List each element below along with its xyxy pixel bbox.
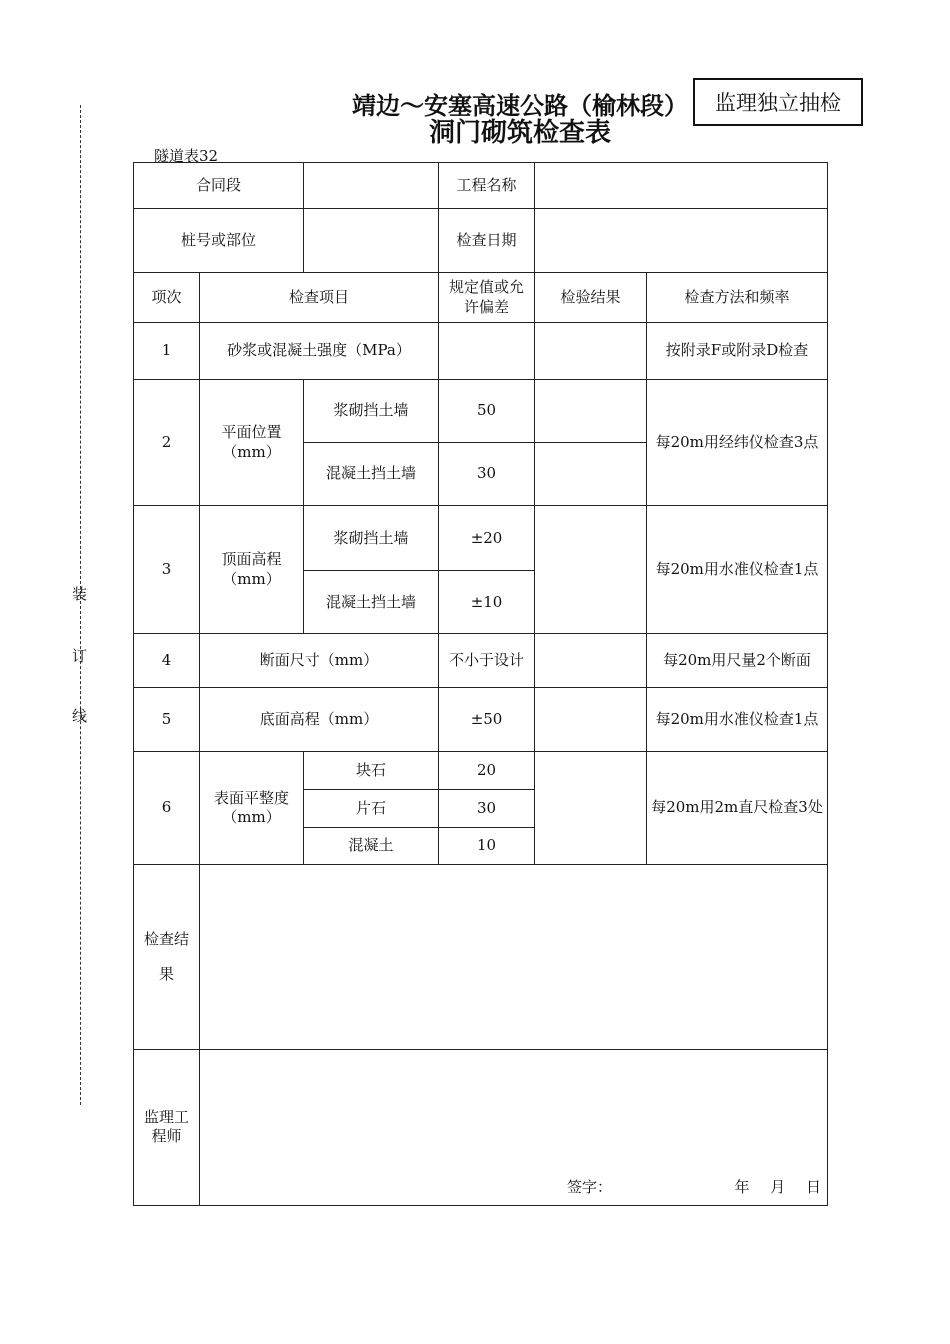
project-title: 靖边～安塞高速公路（榆林段） xyxy=(352,92,688,120)
row-method: 按附录F或附录D检查 xyxy=(647,323,828,380)
row-method: 每20m用水准仪检查1点 xyxy=(647,688,828,752)
col-spec: 规定值或允许偏差 xyxy=(439,273,535,323)
column-header-row xyxy=(134,273,828,323)
supervision-stamp: 监理独立抽检 xyxy=(693,78,863,126)
col-method: 检查方法和频率 xyxy=(647,273,828,323)
row-result[interactable] xyxy=(535,380,647,443)
check-date-label: 检查日期 xyxy=(439,209,535,273)
row-result[interactable] xyxy=(535,506,647,634)
binding-char-1: 装 xyxy=(72,585,88,603)
form-title: 洞门砌筑检查表 xyxy=(428,118,611,148)
row-no: 6 xyxy=(134,752,200,864)
row-subitem: 片石 xyxy=(304,790,439,827)
row-spec: ±20 xyxy=(439,506,535,571)
project-name-label: 工程名称 xyxy=(439,163,535,209)
row-subitem: 混凝土挡土墙 xyxy=(304,443,439,506)
row-item: 表面平整度（mm） xyxy=(200,752,304,864)
contract-value[interactable] xyxy=(304,163,439,209)
row-no: 5 xyxy=(134,688,200,752)
engineer-sign-area[interactable] xyxy=(200,1049,828,1205)
row-no: 2 xyxy=(134,380,200,506)
row-subitem: 浆砌挡土墙 xyxy=(304,506,439,571)
row-spec: 20 xyxy=(439,752,535,790)
contract-label: 合同段 xyxy=(134,163,304,209)
table-row xyxy=(134,634,828,688)
col-item: 检查项目 xyxy=(200,273,439,323)
row-item: 底面高程（mm） xyxy=(200,688,439,752)
info-row-2 xyxy=(134,209,828,273)
engineer-label: 监理工程师 xyxy=(134,1049,200,1205)
sign-label: 签字： xyxy=(567,1177,613,1196)
inspection-table xyxy=(133,162,828,1206)
table-row xyxy=(134,752,828,790)
binding-line xyxy=(80,105,81,1105)
binding-char-3: 线 xyxy=(72,707,88,725)
row-result[interactable] xyxy=(535,443,647,506)
col-result: 检验结果 xyxy=(535,273,647,323)
row-subitem: 浆砌挡土墙 xyxy=(304,380,439,443)
station-label: 桩号或部位 xyxy=(134,209,304,273)
check-result-row xyxy=(134,864,828,1049)
table-row xyxy=(134,688,828,752)
check-date-value[interactable] xyxy=(535,209,828,273)
table-row xyxy=(134,380,828,443)
row-result[interactable] xyxy=(535,634,647,688)
row-method: 每20m用尺量2个断面 xyxy=(647,634,828,688)
project-name-value[interactable] xyxy=(535,163,828,209)
row-subitem: 混凝土挡土墙 xyxy=(304,571,439,634)
row-subitem: 混凝土 xyxy=(304,827,439,864)
row-method: 每20m用水准仪检查1点 xyxy=(647,506,828,634)
check-result-area[interactable] xyxy=(200,864,828,1049)
check-result-label: 检查结果 xyxy=(134,864,200,1049)
row-spec: 10 xyxy=(439,827,535,864)
row-spec: 30 xyxy=(439,790,535,827)
sign-date: 年 月 日 xyxy=(734,1177,822,1196)
row-spec: 50 xyxy=(439,380,535,443)
row-no: 1 xyxy=(134,323,200,380)
row-result[interactable] xyxy=(535,752,647,864)
table-row xyxy=(134,323,828,380)
row-spec: ±50 xyxy=(439,688,535,752)
row-result[interactable] xyxy=(535,323,647,380)
row-spec: 不小于设计 xyxy=(439,634,535,688)
station-value[interactable] xyxy=(304,209,439,273)
row-item: 断面尺寸（mm） xyxy=(200,634,439,688)
row-no: 3 xyxy=(134,506,200,634)
row-spec: 30 xyxy=(439,443,535,506)
row-subitem: 块石 xyxy=(304,752,439,790)
row-item: 砂浆或混凝土强度（MPa） xyxy=(200,323,439,380)
row-item: 平面位置（mm） xyxy=(200,380,304,506)
row-spec: ±10 xyxy=(439,571,535,634)
row-no: 4 xyxy=(134,634,200,688)
table-row xyxy=(134,506,828,571)
binding-char-2: 订 xyxy=(72,647,88,665)
row-item: 顶面高程（mm） xyxy=(200,506,304,634)
engineer-row xyxy=(134,1049,828,1205)
row-method: 每20m用2m直尺检查3处 xyxy=(647,752,828,864)
col-item-no: 项次 xyxy=(134,273,200,323)
row-method: 每20m用经纬仪检查3点 xyxy=(647,380,828,506)
row-spec xyxy=(439,323,535,380)
row-result[interactable] xyxy=(535,688,647,752)
form-number: 隧道表32 xyxy=(154,147,219,165)
info-row-1 xyxy=(134,163,828,209)
